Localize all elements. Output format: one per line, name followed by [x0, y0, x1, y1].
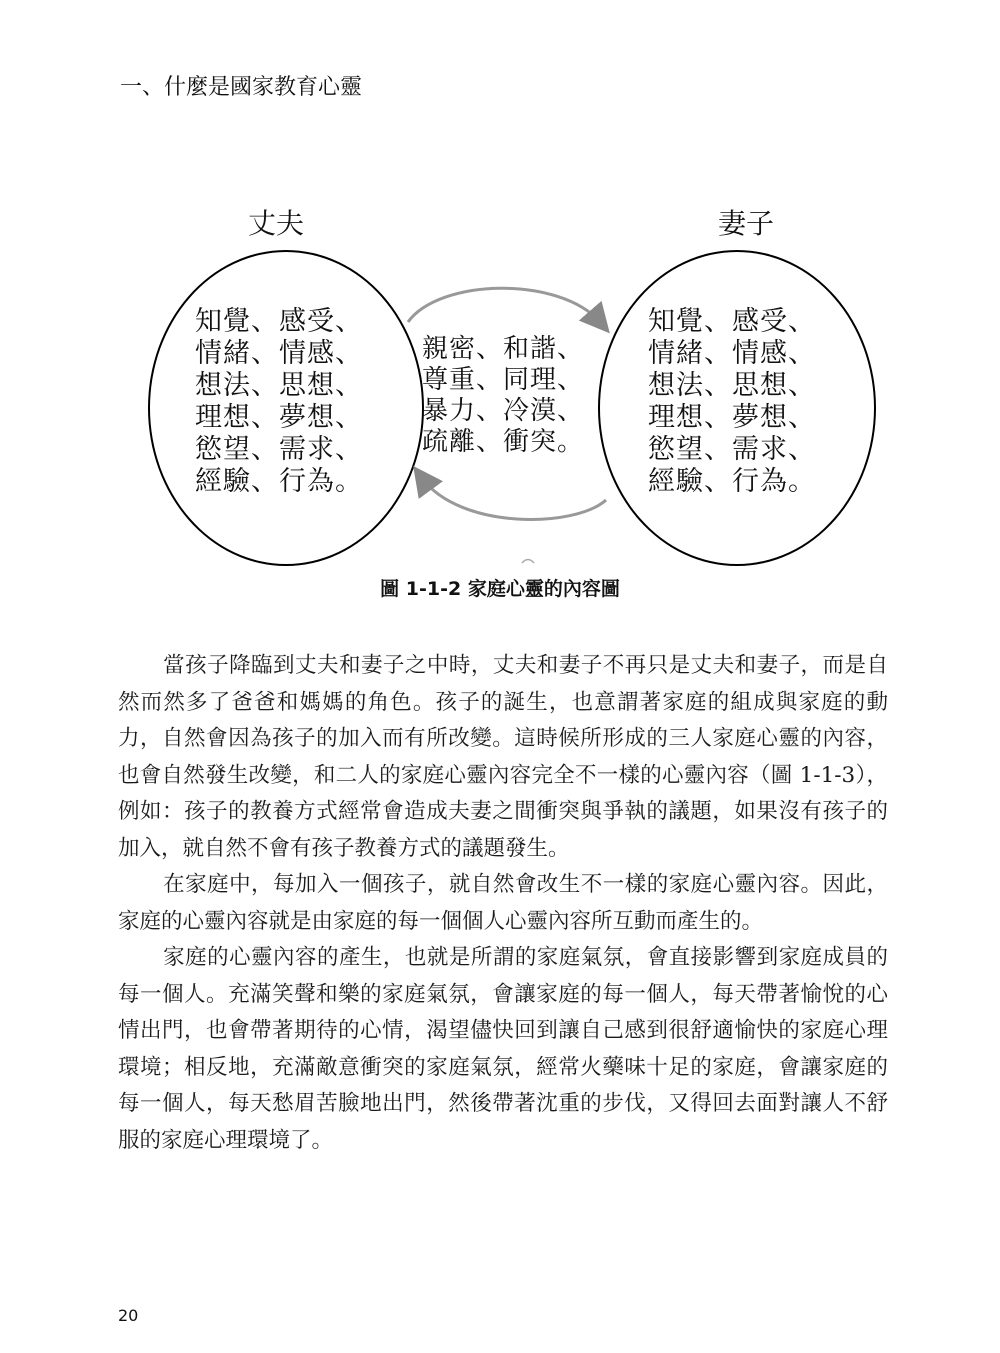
husband-label: 丈夫	[248, 207, 305, 240]
husband-line: 情緒、情感、	[195, 338, 363, 369]
husband-line: 經驗、行為。	[195, 466, 363, 497]
wife-line: 經驗、行為。	[648, 466, 816, 497]
husband-line: 慾望、需求、	[195, 434, 363, 465]
paragraph: 家庭的心靈內容的產生，也就是所謂的家庭氣氛，會直接影響到家庭成員的每一個人。充滿笑聲和樂的家庭氣氛，會讓家庭的每一個人，每天帶著愉悅的心情出門，也會帶著期待的心情，渴望儘快回到讓自己感到很舒適愉快的家庭心理環境；相反地，充滿敵意衝突的家庭氣氛，經常火藥味十足的家庭，會讓家庭的每一個人，每天愁眉苦臉地出門，然後帶著沈重的步伐，又得回去面對讓人不舒服的家庭心理環境了。	[118, 945, 888, 1153]
interaction-line: 親密、和諧、	[422, 334, 585, 364]
interaction-arrows	[0, 0, 1000, 620]
wife-line: 慾望、需求、	[648, 434, 816, 465]
interaction-text	[422, 334, 584, 458]
wife-circle-text	[648, 306, 816, 498]
top-arrow	[408, 288, 600, 322]
paragraph: 在家庭中，每加入一個孩子，就自然會改生不一樣的家庭心靈內容。因此，家庭的心靈內容就是由家庭的每一個個人心靈內容所互動而產生的。	[118, 872, 888, 934]
wife-line: 理想、夢想、	[648, 402, 816, 433]
husband-line: 知覺、感受、	[195, 306, 363, 337]
body-text	[118, 648, 888, 1159]
wife-line: 情緒、情感、	[648, 338, 816, 369]
figure-caption: 圖 1-1-2 家庭心靈的內容圖	[380, 578, 620, 600]
husband-line: 理想、夢想、	[195, 402, 363, 433]
paragraph: 當孩子降臨到丈夫和妻子之中時，丈夫和妻子不再只是丈夫和妻子，而是自然而然多了爸爸和媽媽的角色。孩子的誕生，也意謂著家庭的組成與家庭的動力，自然會因為孩子的加入而有所改變。這時候所形成的三人家庭心靈的內容，也會自然發生改變，和二人的家庭心靈內容完全不一樣的心靈內容（圖 1-1-3），例如：孩子的教養方式經常會造成夫妻之間衝突與爭執的議題，如果沒有孩子的加入，就自然不會有孩子教養方式的議題發生。	[118, 653, 888, 861]
family-mind-diagram	[0, 0, 1000, 620]
wife-line: 想法、思想、	[648, 370, 816, 401]
page-number: 20	[118, 1306, 139, 1325]
chapter-header: 一、什麼是國家教育心靈	[120, 75, 363, 100]
wife-label: 妻子	[718, 207, 775, 240]
husband-circle-text	[195, 306, 363, 498]
interaction-line: 尊重、同理、	[422, 365, 585, 395]
husband-line: 想法、思想、	[195, 370, 363, 401]
small-mark	[522, 560, 534, 564]
interaction-line: 疏離、衝突。	[422, 427, 585, 457]
bottom-arrow	[422, 478, 606, 519]
interaction-line: 暴力、冷漠、	[422, 396, 585, 426]
wife-line: 知覺、感受、	[648, 306, 816, 337]
